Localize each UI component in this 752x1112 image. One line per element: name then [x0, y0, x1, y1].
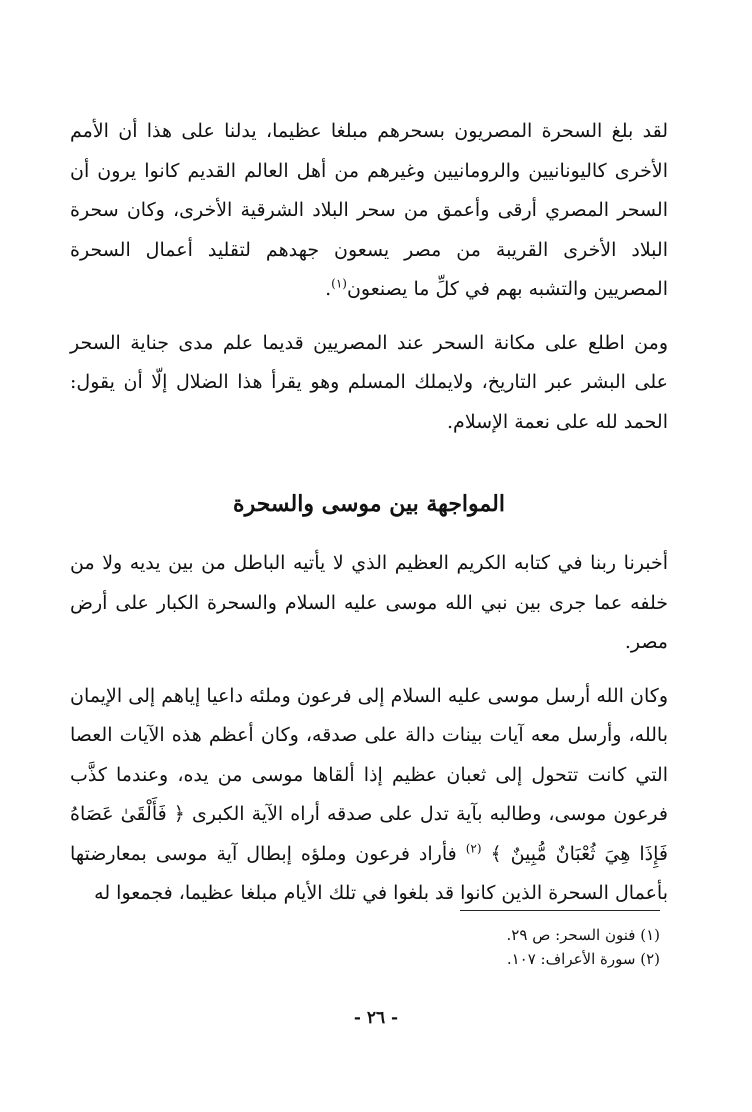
paragraph-text: وكان الله أرسل موسى عليه السلام إلى فرعون وملئه داعيا إياهم إلى الإيمان بالله، وأرسل معه آيات بينات دالة على صدقه، وكان أعظم هذه الآيات العصا التي كانت تتحول إلى ثعبان عظيم إذا ألقاها موسى من يده، وعندما كذَّب فرعون موسى، وطالبه بآية تدل على صدقه أراه الآية الكبرى — [70, 684, 668, 825]
paragraph-intro-2 — [70, 324, 668, 443]
paragraph-section-2 — [70, 677, 668, 914]
paragraph-text: أخبرنا ربنا في كتابه الكريم العظيم الذي لا يأتيه الباطل من بين يديه ولا من خلفه عما جرى بين نبي الله موسى عليه السلام والسحرة الكبار على أرض مصر. — [70, 552, 668, 653]
paragraph-text: فأراد فرعون وملؤه إبطال آية موسى بمعارضتها بأعمال السحرة الذين كانوا قد بلغوا في تلك الأيام مبلغا عظيما، فجمعوا له — [70, 842, 668, 904]
paragraph-text: لقد بلغ السحرة المصريون بسحرهم مبلغا عظيما، يدلنا على هذا أن الأمم الأخرى كاليونانيين والرومانيين وغيرهم من أهل العالم القديم كانوا يرون أن السحر المصري أرقى وأعمق من سحر البلاد الشرقية الأخرى، وكان سحرة البلاد الأخرى القريبة من مصر يسعون جهدهم لتقليد أعمال السحرة المصريين والتشبه بهم في كلِّ ما يصنعون — [70, 120, 668, 300]
page-body — [70, 112, 668, 914]
footnote-ref-2[interactable]: (٢) — [465, 841, 482, 856]
paragraph-intro-1 — [70, 112, 668, 310]
footnote-divider — [460, 910, 660, 911]
footnotes — [460, 910, 660, 971]
paragraph-text: ومن اطلع على مكانة السحر عند المصريين قديما علم مدى جناية السحر على البشر عبر التاريخ، ولايملك المسلم وهو يقرأ هذا الضلال إلّا أن يقول: الحمد لله على نعمة الإسلام. — [70, 331, 668, 433]
paragraph-section-1 — [70, 544, 668, 663]
page-number: - ٢٦ - — [353, 1008, 399, 1028]
paragraph-tail: . — [325, 278, 332, 300]
footnote-1: (١) فنون السحر: ص ٢٩. — [506, 926, 660, 944]
section-title: المواجهة بين موسى والسحرة — [233, 491, 505, 517]
footnote-ref-1[interactable]: (١) — [331, 276, 347, 291]
quran-text: فَأَلْقَىٰ عَصَاهُ فَإِذَا هِيَ ثُعْبَانٌ مُّبِينٌ — [70, 803, 668, 865]
quran-close-bracket: ﴾ — [490, 842, 502, 865]
footnote-2: (٢) سورة الأعراف: ١٠٧. — [506, 950, 660, 968]
quran-open-bracket: ﴿ — [173, 803, 185, 825]
